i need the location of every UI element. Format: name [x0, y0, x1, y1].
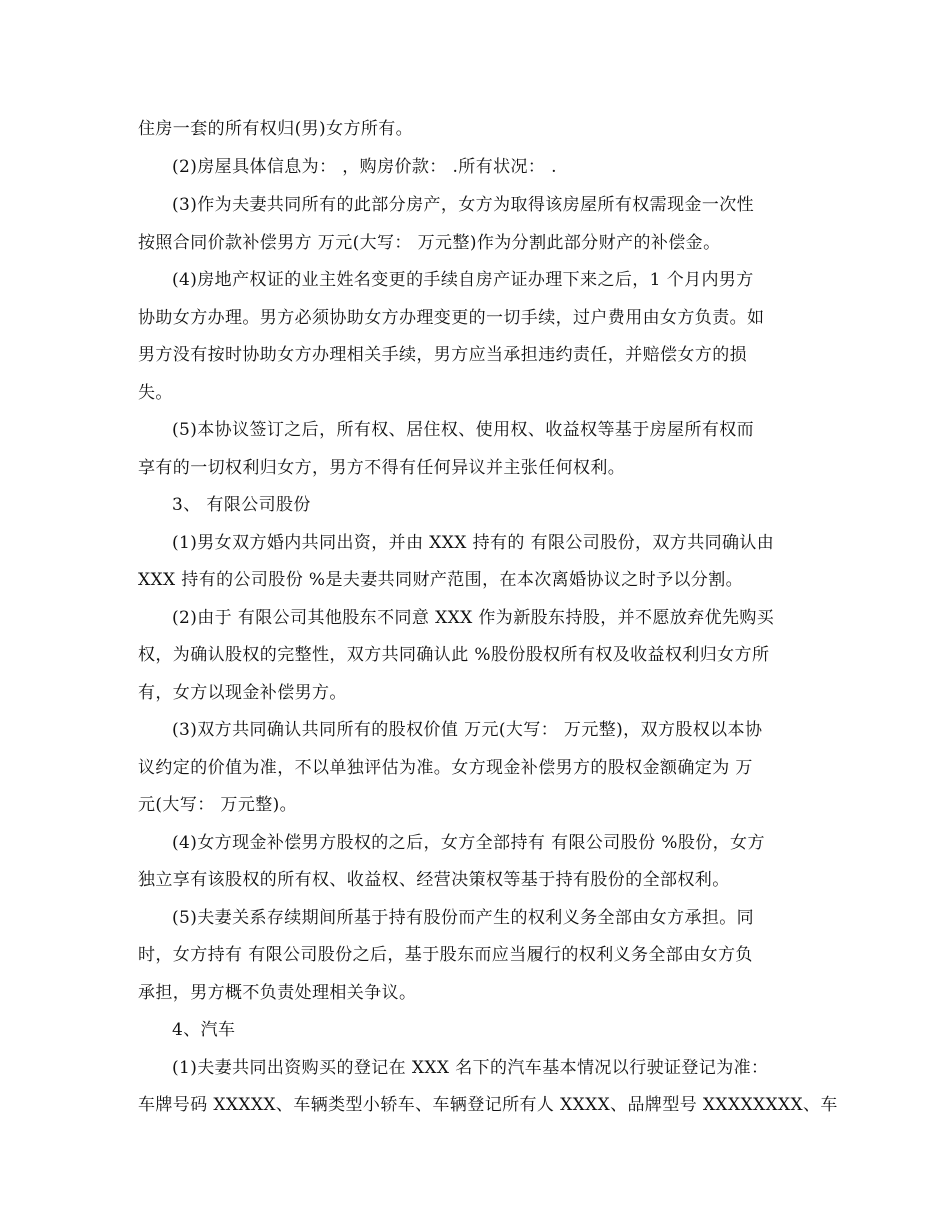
- paragraph-line: (1)男女双方婚内共同出资，并由 XXX 持有的 有限公司股份，双方共同确认由: [172, 533, 775, 553]
- paragraph-line: (3)双方共同确认共同所有的股权价值 万元(大写： 万元整)，双方股权以本协: [172, 720, 763, 740]
- paragraph-line: (2)由于 有限公司其他股东不同意 XXX 作为新股东持股，并不愿放弃优先购买: [172, 608, 775, 628]
- paragraph-line: 承担，男方概不负责处理相关争议。: [138, 983, 417, 1003]
- paragraph-line: 独立享有该股权的所有权、收益权、经营决策权等基于持有股份的全部权利。: [138, 870, 730, 890]
- paragraph-line: 男方没有按时协助女方办理相关手续，男方应当承担违约责任，并赔偿女方的损: [138, 345, 747, 365]
- paragraph-line: 按照合同价款补偿男方 万元(大写： 万元整)作为分割此部分财产的补偿金。: [138, 233, 721, 253]
- paragraph-line: (4)女方现金补偿男方股权的之后，女方全部持有 有限公司股份 %股份，女方: [172, 833, 765, 853]
- paragraph-line: 享有的一切权利归女方，男方不得有任何异议并主张任何权利。: [138, 458, 626, 478]
- paragraph-line: 权，为确认股权的完整性，双方共同确认此 %股份股权所有权及收益权利归女方所: [138, 645, 770, 665]
- section-heading: 3、 有限公司股份: [172, 495, 311, 515]
- paragraph-line: 元(大写： 万元整)。: [138, 795, 298, 815]
- paragraph-line: 住房一套的所有权归(男)女方所有。: [138, 119, 414, 139]
- paragraph-line: 时，女方持有 有限公司股份之后，基于股东而应当履行的权利义务全部由女方负: [138, 945, 753, 965]
- paragraph-line: (3)作为夫妻共同所有的此部分房产，女方为取得该房屋所有权需现金一次性: [172, 195, 755, 215]
- paragraph-line: 车牌号码 XXXXX、车辆类型小轿车、车辆登记所有人 XXXX、品牌型号 XXXXXXXX、车: [138, 1095, 838, 1115]
- paragraph-line: (2)房屋具体信息为： ，购房价款： .所有状况： .: [172, 157, 557, 177]
- section-heading: 4、汽车: [172, 1020, 236, 1040]
- paragraph-line: 失。: [138, 383, 173, 403]
- paragraph-line: 有，女方以现金补偿男方。: [138, 683, 347, 703]
- paragraph-line: 协助女方办理。男方必须协助女方办理变更的一切手续，过户费用由女方负责。如: [138, 308, 765, 328]
- paragraph-line: (5)本协议签订之后，所有权、居住权、使用权、收益权等基于房屋所有权而: [172, 420, 755, 440]
- paragraph-line: XXX 持有的公司股份 %是夫妻共同财产范围，在本次离婚协议之时予以分割。: [138, 570, 744, 590]
- paragraph-line: (5)夫妻关系存续期间所基于持有股份而产生的权利义务全部由女方承担。同: [172, 908, 755, 928]
- paragraph-line: (4)房地产权证的业主姓名变更的手续自房产证办理下来之后，1 个月内男方: [172, 270, 754, 290]
- paragraph-line: 议约定的价值为准，不以单独评估为准。女方现金补偿男方的股权金额确定为 万: [138, 758, 753, 778]
- paragraph-line: (1)夫妻共同出资购买的登记在 XXX 名下的汽车基本情况以行驶证登记为准：: [172, 1058, 769, 1078]
